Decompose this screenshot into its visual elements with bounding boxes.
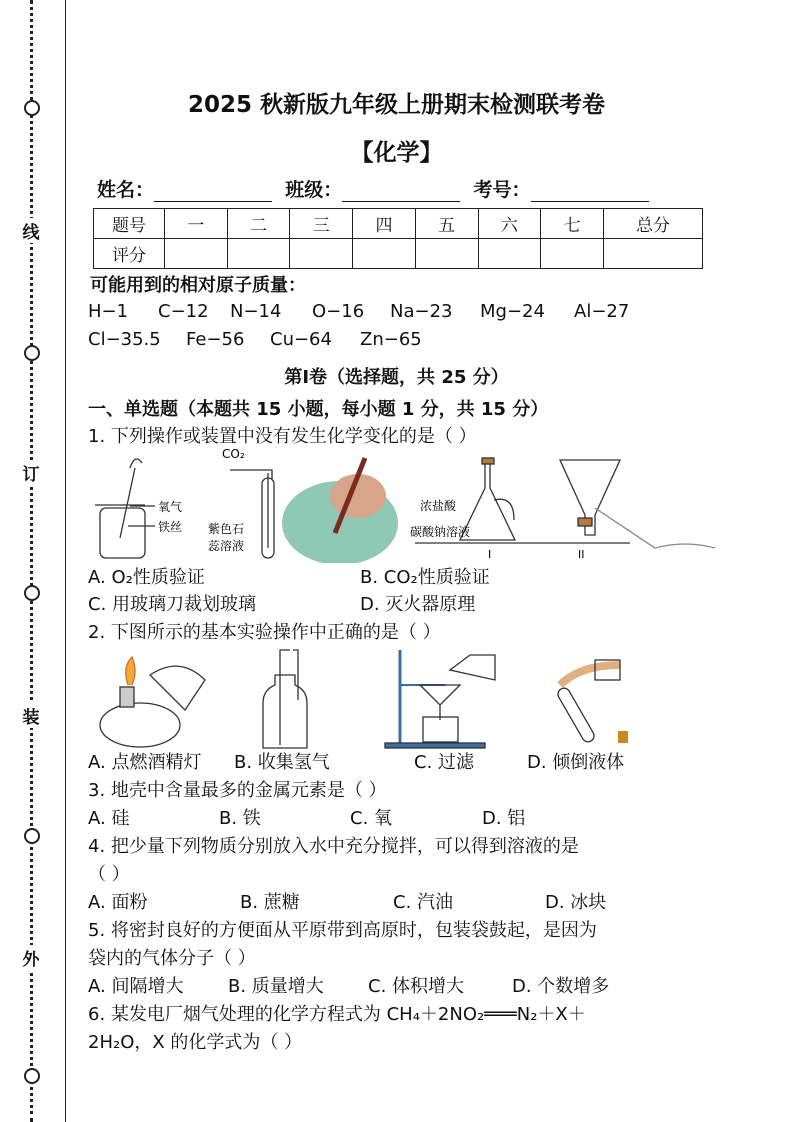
mass-item: N−14 (230, 301, 282, 322)
score-table (93, 208, 703, 269)
option-a[interactable]: A. O₂性质验证 (88, 567, 205, 588)
option-d[interactable]: D. 倾倒液体 (527, 752, 625, 773)
binding-circle (24, 345, 40, 361)
mass-item: Mg−24 (480, 301, 545, 322)
option-d[interactable]: D. 灭火器原理 (360, 594, 476, 615)
table-row (94, 209, 703, 239)
margin-label-zhuang: 装 (22, 703, 40, 728)
question-3-stem: 3. 地壳中含量最多的金属元素是（ ） (88, 780, 387, 801)
label-litmus-2: 蕊溶液 (208, 539, 245, 553)
score-cell[interactable] (604, 239, 703, 269)
table-cell: 评分 (94, 239, 165, 269)
question-1-stem: 1. 下列操作或装置中没有发生化学变化的是（ ） (88, 426, 477, 447)
label-ii: II (578, 548, 585, 561)
mass-item: Zn−65 (360, 329, 422, 350)
option-a[interactable]: A. 面粉 (88, 892, 148, 913)
margin-label-xian: 线 (22, 218, 40, 243)
name-label: 姓名： (97, 179, 155, 201)
label-oxygen: 氧气 (158, 500, 183, 514)
question-2-figures (90, 645, 670, 753)
question-5-stem-cont: 袋内的气体分子（ ） (88, 948, 256, 969)
option-c[interactable]: C. 体积增大 (368, 976, 465, 997)
mass-item: Cl−35.5 (88, 329, 161, 350)
question-1-figures (90, 448, 730, 563)
label-sodium-carbonate: 碳酸钠溶液 (410, 525, 471, 539)
margin-line (65, 0, 66, 1122)
table-cell: 五 (415, 209, 478, 239)
table-row (94, 239, 703, 269)
class-label: 班级： (285, 179, 343, 201)
table-cell: 总分 (604, 209, 703, 239)
question-4-stem-cont: （ ） (88, 864, 130, 885)
pour-liquid-figure (556, 660, 628, 744)
option-d[interactable]: D. 冰块 (545, 892, 607, 913)
mass-item: Cu−64 (270, 329, 332, 350)
table-cell: 六 (478, 209, 541, 239)
margin-label-wai: 外 (22, 945, 40, 970)
option-d[interactable]: D. 个数增多 (512, 976, 610, 997)
question-6-stem-cont: 2H₂O，X 的化学式为（ ） (88, 1032, 303, 1053)
score-cell[interactable] (478, 239, 541, 269)
label-i: I (488, 548, 492, 561)
binding-circle (24, 1068, 40, 1084)
score-cell[interactable] (415, 239, 478, 269)
label-litmus-1: 紫色石 (208, 522, 245, 536)
option-d[interactable]: D. 铝 (482, 808, 526, 829)
id-label: 考号： (473, 179, 531, 201)
option-b[interactable]: B. 收集氢气 (234, 752, 330, 773)
id-field[interactable] (531, 181, 649, 202)
score-cell[interactable] (165, 239, 228, 269)
glass-cutter-photo (282, 458, 398, 563)
class-field[interactable] (342, 181, 460, 202)
mass-item: C−12 (158, 301, 209, 322)
margin-label-ding: 订 (22, 460, 40, 485)
option-b[interactable]: B. 蔗糖 (240, 892, 300, 913)
question-2-stem: 2. 下图所示的基本实验操作中正确的是（ ） (88, 622, 441, 643)
score-cell[interactable] (353, 239, 416, 269)
table-cell: 二 (227, 209, 290, 239)
binding-circle (24, 585, 40, 601)
score-cell[interactable] (290, 239, 353, 269)
option-c[interactable]: C. 氧 (350, 808, 393, 829)
score-cell[interactable] (541, 239, 604, 269)
question-5-stem: 5. 将密封良好的方便面从平原带到高原时，包装袋鼓起，是因为 (88, 920, 597, 941)
student-info (97, 178, 649, 202)
atomic-mass-line1 (88, 300, 629, 324)
exam-title: 2025 秋新版九年级上册期末检测联考卷 (187, 92, 606, 118)
binding-circle (24, 828, 40, 844)
mass-item: Na−23 (390, 301, 453, 322)
option-c[interactable]: C. 过滤 (414, 752, 475, 773)
option-b[interactable]: B. 质量增大 (228, 976, 324, 997)
table-cell: 题号 (94, 209, 165, 239)
alcohol-lamp-figure (100, 657, 205, 747)
section-title: 第Ⅰ卷（选择题，共 25 分） (284, 367, 509, 388)
atomic-mass-heading: 可能用到的相对原子质量： (90, 275, 306, 296)
gas-bottle-figure (263, 650, 307, 748)
option-c[interactable]: C. 用玻璃刀裁划玻璃 (88, 594, 257, 615)
mass-item: O−16 (312, 301, 365, 322)
question-6-stem: 6. 某发电厂烟气处理的化学方程式为 CH₄＋2NO₂═══N₂＋X＋ (88, 1004, 586, 1025)
option-a[interactable]: A. 间隔增大 (88, 976, 184, 997)
option-a[interactable]: A. 点燃酒精灯 (88, 752, 202, 773)
subject-title: 【化学】 (350, 140, 443, 166)
table-cell: 一 (165, 209, 228, 239)
option-b[interactable]: B. 铁 (219, 808, 261, 829)
mass-item: H−1 (88, 301, 129, 322)
label-co2: CO₂ (222, 448, 245, 461)
mass-item: Al−27 (574, 301, 630, 322)
atomic-mass-line2 (88, 328, 422, 352)
option-a[interactable]: A. 硅 (88, 808, 130, 829)
score-cell[interactable] (227, 239, 290, 269)
option-c[interactable]: C. 汽油 (393, 892, 454, 913)
option-b[interactable]: B. CO₂性质验证 (360, 567, 490, 588)
table-cell: 四 (353, 209, 416, 239)
label-conc-hcl: 浓盐酸 (420, 499, 457, 513)
label-iron-wire: 铁丝 (158, 520, 183, 534)
table-cell: 三 (290, 209, 353, 239)
filtration-figure (385, 650, 495, 748)
name-field[interactable] (154, 181, 272, 202)
mass-item: Fe−56 (186, 329, 245, 350)
oxygen-jar-figure (95, 459, 155, 558)
question-4-stem: 4. 把少量下列物质分别放入水中充分搅拌，可以得到溶液的是 (88, 836, 579, 857)
table-cell: 七 (541, 209, 604, 239)
part-heading: 一、单选题（本题共 15 小题，每小题 1 分，共 15 分） (88, 399, 549, 420)
